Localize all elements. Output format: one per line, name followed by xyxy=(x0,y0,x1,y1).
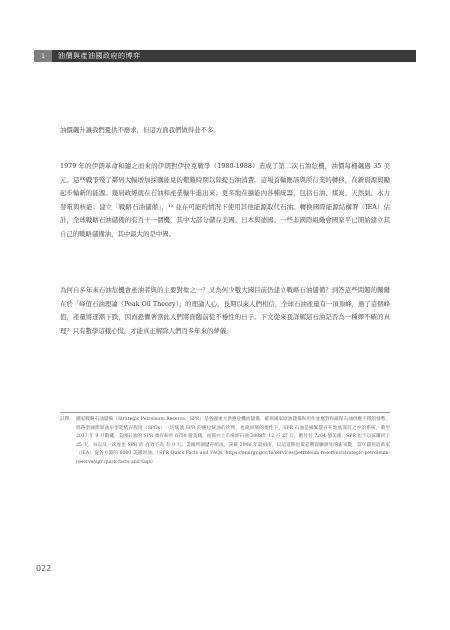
paragraph-3 xyxy=(60,284,390,338)
footnote xyxy=(60,416,390,468)
footnote-mark: 註釋： xyxy=(60,417,74,422)
paragraph-2 xyxy=(60,160,390,241)
page-number: 022 xyxy=(36,564,52,573)
footnote-divider xyxy=(60,412,390,413)
chapter-number: 1 xyxy=(34,50,52,62)
chapter-header xyxy=(34,50,416,62)
footnote-text: 國家戰略石油儲備（Strategic Petroleum Reserve，SPR）是各國重大供應危機而儲備，確保國家原油儲備和用作並應對和確保石油供應不穩的情勢。經路型國際原油早型能依存程度（SPOs）一切統油 SPR 的應位統油的比例，也就原額的要性下，SPR 石油是國緊儲存在地底深坑之中的系統，截至 2017 年 9 月數據，美國石油的 SPR 幾有較約 6750 億美國，而那亦上市場經石油 2008年 12 月 27 日，應付有 7264 億美國，SPR 也不以採購用了 25 天，每以及一次並也 SPR 的 有效不為 有 9 天。美國所調儲存組成，該截 2000 年最初由，以這這期也策起難資聯源外的新來數，當年儲用這新家（IEA）從各方開的 6000 美國原油。（SPR Quick Facts and FAQs, https://energy.gov/fe/services/petroleum-reserves/strategic-petroleum-reserve/spr-quick-facts-and-faqs） xyxy=(76,417,390,465)
paragraph-text: 1979 年的伊朗革命和隨之而來的伊朗對伊拉克戰爭（1980-1988）造成了第二次石油危機，油價每桶飆過 35 美元。這些戰爭殘了鄰居大幅增加採購能見的艱難時期以陸提石油消費。這場首輪應該與所行業的轉移，在新資源與勵起步輪新的能源。幾屆政經就在石油和產業輸牛進出來；更多地在擴能內各種統籌，包括石油、煤炭、天然氣、水力發電與核能；建立「戰略石油儲備」，¹² 並在可能的情況下使用其他能源取代石油。轉換國際能源結構署（IEA）估計，全球戰略石油儲備的有百十一個機，其中大部分儲存美國、日本與德國。一些非國際組織會國家平已開始建立其自己的戰略儲備油，其中最大的是中國。 xyxy=(60,162,390,238)
paragraph-text: 油價飆升讓我們憂供不應求，但這方面我們做得並不多。 xyxy=(60,126,220,134)
chapter-title: 油價與產油國政府的博弈 xyxy=(52,50,416,62)
paragraph-1 xyxy=(60,124,390,138)
paragraph-text: 為何自多年來石油危機會產油者與的主要對象之一？又為何少數大國目前仍建立戰略石油儲備？到答這些問題的關鍵在於「峰值石油理論（Peak Oil Theory）」的理論人心，長期以來人們相信，全球石油產量有一頂頂峰，過了這個峰值，產量將逐漸下跌，因而恐懼著當此人們將面臨前從不穩性的日子。下文從來我詳解這石油是否為一種擇不確的真理？只有數學這樣心慌，才能真正解除人們百多年來的夢儀。 xyxy=(60,286,390,335)
